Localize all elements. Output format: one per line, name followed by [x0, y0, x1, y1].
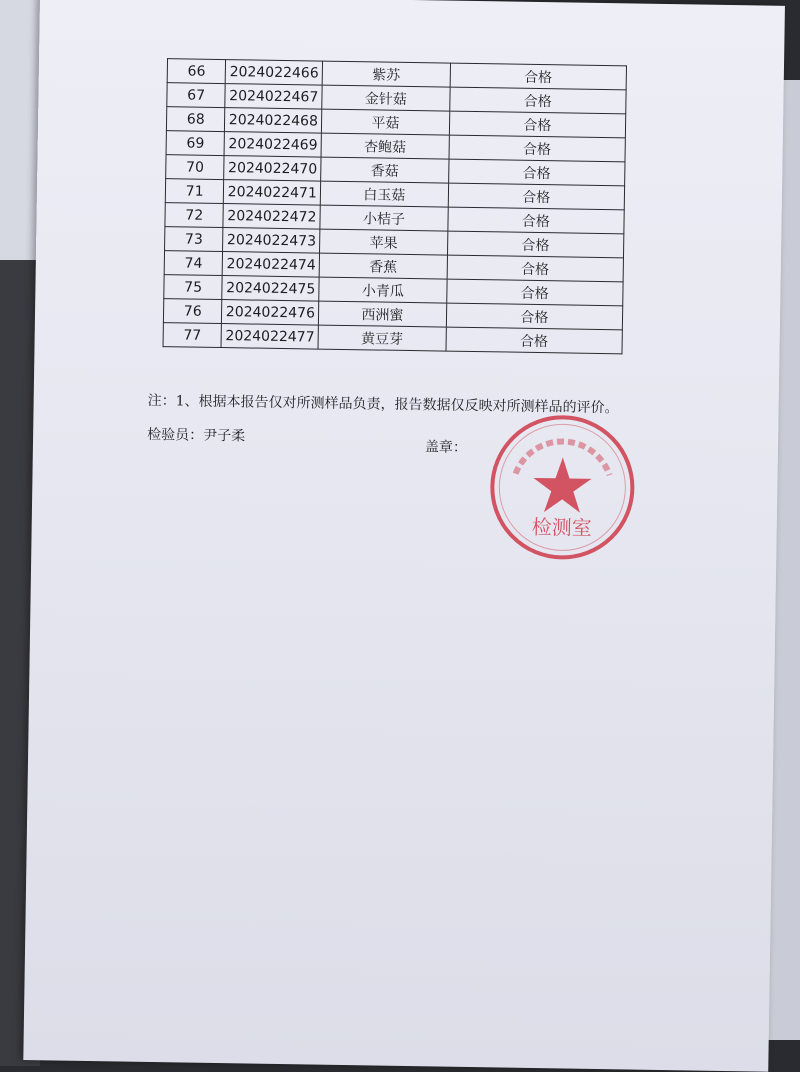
sample-code: 2024022475 — [222, 276, 319, 302]
test-result: 合格 — [448, 183, 625, 210]
sample-name: 黄豆芽 — [318, 325, 446, 351]
sample-code: 2024022470 — [224, 156, 321, 182]
sample-name: 杏鲍菇 — [321, 133, 449, 159]
sample-code: 2024022469 — [224, 132, 321, 158]
sample-number: 69 — [166, 131, 225, 156]
test-result: 合格 — [449, 87, 626, 114]
sample-number: 73 — [165, 227, 224, 252]
inspector-signature: 检验员：尹子柔 — [147, 426, 246, 445]
test-result: 合格 — [448, 159, 625, 186]
seal-label: 盖章： — [424, 439, 468, 456]
test-result: 合格 — [449, 135, 626, 162]
seal-stamp-icon — [486, 411, 638, 563]
sample-name: 小青瓜 — [319, 277, 447, 303]
test-result: 合格 — [446, 279, 623, 306]
sample-number: 72 — [165, 203, 224, 228]
sample-code: 2024022471 — [224, 180, 321, 206]
test-result: 合格 — [447, 207, 624, 234]
sample-number: 66 — [167, 59, 226, 84]
sample-code: 2024022467 — [225, 84, 322, 110]
sample-code: 2024022473 — [223, 228, 320, 254]
sample-name: 金针菇 — [322, 85, 450, 111]
sample-number: 76 — [163, 299, 222, 324]
test-result: 合格 — [450, 63, 627, 90]
sample-code: 2024022472 — [223, 204, 320, 230]
test-result: 合格 — [449, 111, 626, 138]
test-result: 合格 — [445, 327, 622, 354]
seal-bottom-text: 检测室 — [531, 514, 592, 540]
sample-code: 2024022477 — [221, 324, 318, 350]
sample-code: 2024022466 — [226, 60, 323, 86]
sample-code: 2024022474 — [223, 252, 320, 278]
sample-name: 白玉菇 — [321, 181, 449, 207]
sample-number: 68 — [166, 107, 225, 132]
sample-name: 西洲蜜 — [319, 301, 447, 327]
sample-name: 紫苏 — [322, 61, 450, 87]
results-table-body — [163, 59, 626, 354]
report-page — [23, 0, 785, 1072]
sample-name: 香蕉 — [319, 253, 447, 279]
sample-number: 70 — [166, 155, 225, 180]
test-result: 合格 — [447, 255, 624, 282]
sample-code: 2024022476 — [222, 300, 319, 326]
sample-name: 平菇 — [322, 109, 450, 135]
sample-name: 香菇 — [321, 157, 449, 183]
sample-number: 75 — [164, 275, 223, 300]
report-note: 注：1、根据本报告仅对所测样品负责，报告数据仅反映对所测样品的评价。 — [147, 392, 619, 417]
results-table — [163, 58, 627, 354]
sample-name: 小桔子 — [320, 205, 448, 231]
sample-number: 74 — [164, 251, 223, 276]
test-result: 合格 — [446, 303, 623, 330]
sample-number: 71 — [165, 179, 224, 204]
sample-name: 苹果 — [320, 229, 448, 255]
sample-code: 2024022468 — [225, 108, 322, 134]
sample-number: 67 — [167, 83, 226, 108]
test-result: 合格 — [447, 231, 624, 258]
official-seal — [486, 411, 638, 563]
sample-number: 77 — [163, 323, 222, 348]
